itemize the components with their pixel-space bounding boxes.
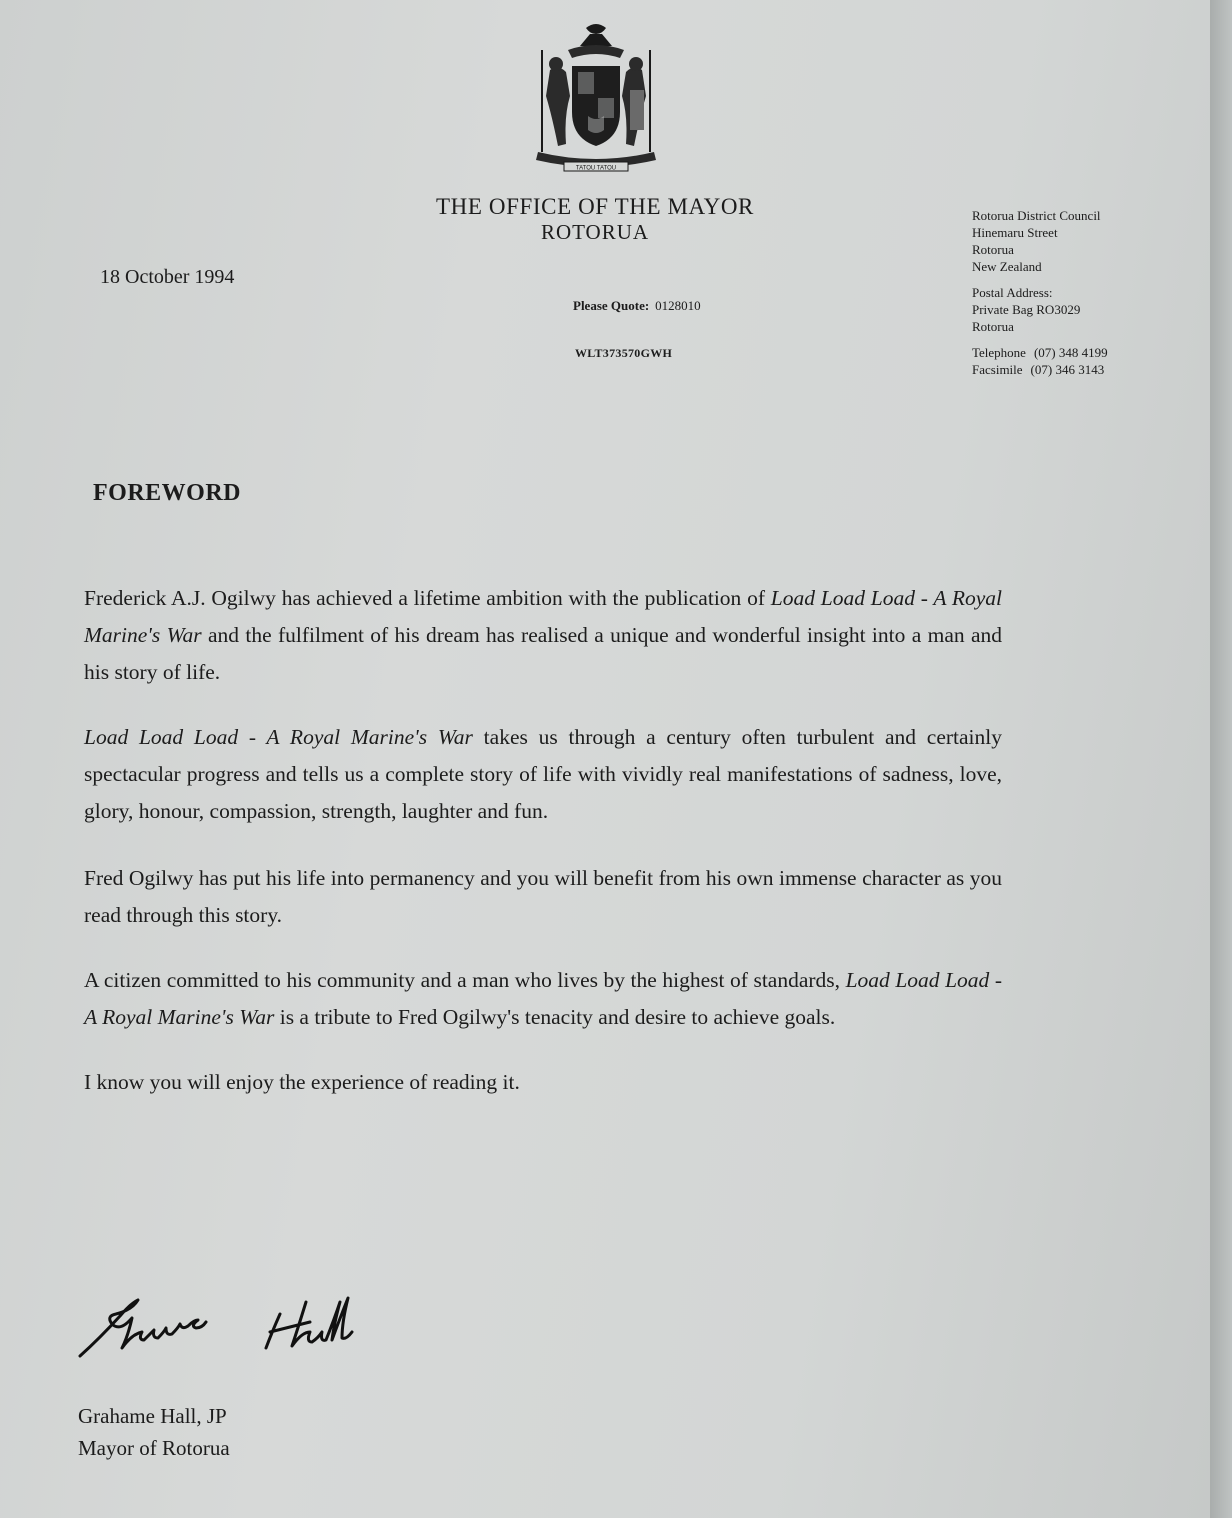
book-title: Load Load Load - A Royal Marine's War: [84, 586, 1002, 647]
facsimile-label: Facsimile: [972, 362, 1023, 377]
telephone-number: (07) 348 4199: [1033, 345, 1108, 360]
office-title: THE OFFICE OF THE MAYOR: [436, 194, 754, 219]
town: Rotorua: [972, 242, 1014, 257]
facsimile-row: [972, 361, 1108, 378]
paragraph-2: [84, 719, 1002, 830]
signer-title: Mayor of Rotorua: [78, 1436, 230, 1460]
foreword-heading: FOREWORD: [93, 480, 241, 506]
foreword-body: [84, 580, 1002, 1129]
coat-of-arms-crest: [528, 20, 664, 176]
book-title: Load Load Load - A Royal Marine's War: [84, 725, 473, 749]
postal-label: Postal Address:: [972, 285, 1053, 300]
file-reference: WLT373570GWH: [575, 346, 673, 360]
telephone-row: [972, 344, 1108, 361]
paragraph-2-text: takes us through a century often turbulent and certainly spectacular progress and tells us a complete story of life with vividly real manifestations of sadness, love, glory, honour, compassion, strength, laughter and fun.: [84, 725, 1002, 823]
quote-reference: [573, 298, 701, 314]
facsimile-number: (07) 346 3143: [1030, 362, 1105, 377]
paragraph-4-text-end: is a tribute to Fred Ogilwy's tenacity and desire to achieve goals.: [274, 1005, 836, 1029]
letter-date: 18 October 1994: [100, 266, 235, 288]
quote-label: Please Quote:: [573, 298, 650, 313]
paragraph-4-text: A citizen committed to his community and a man who lives by the highest of standards,: [84, 968, 846, 992]
signer-block: [78, 1400, 230, 1464]
country: New Zealand: [972, 259, 1042, 274]
council-name: Rotorua District Council: [972, 208, 1101, 223]
crest-motto: TATOU TATOU: [575, 165, 617, 172]
paragraph-5: I know you will enjoy the experience of reading it.: [84, 1070, 520, 1094]
postal-town: Rotorua: [972, 319, 1014, 334]
next-page-edge: [1210, 0, 1232, 1518]
quote-value: 0128010: [655, 298, 701, 313]
handwritten-signature: [74, 1292, 394, 1364]
council-address: [972, 207, 1108, 378]
paragraph-1: [84, 580, 1002, 691]
postal-bag: Private Bag RO3029: [972, 302, 1081, 317]
paragraph-3: Fred Ogilwy has put his life into permanency and you will benefit from his own immense character as you read through this story.: [84, 866, 1002, 927]
paragraph-4: [84, 962, 1002, 1036]
paragraph-1-text: Frederick A.J. Ogilwy has achieved a lifetime ambition with the publication of: [84, 586, 771, 610]
street: Hinemaru Street: [972, 225, 1058, 240]
paragraph-1-text-end: and the fulfilment of his dream has realised a unique and wonderful insight into a man and his story of life.: [84, 623, 1002, 684]
office-city: ROTORUA: [540, 220, 650, 244]
book-title: Load Load Load - A Royal Marine's War: [84, 968, 1002, 1029]
signer-name: Grahame Hall, JP: [78, 1404, 227, 1428]
telephone-label: Telephone: [972, 345, 1026, 360]
